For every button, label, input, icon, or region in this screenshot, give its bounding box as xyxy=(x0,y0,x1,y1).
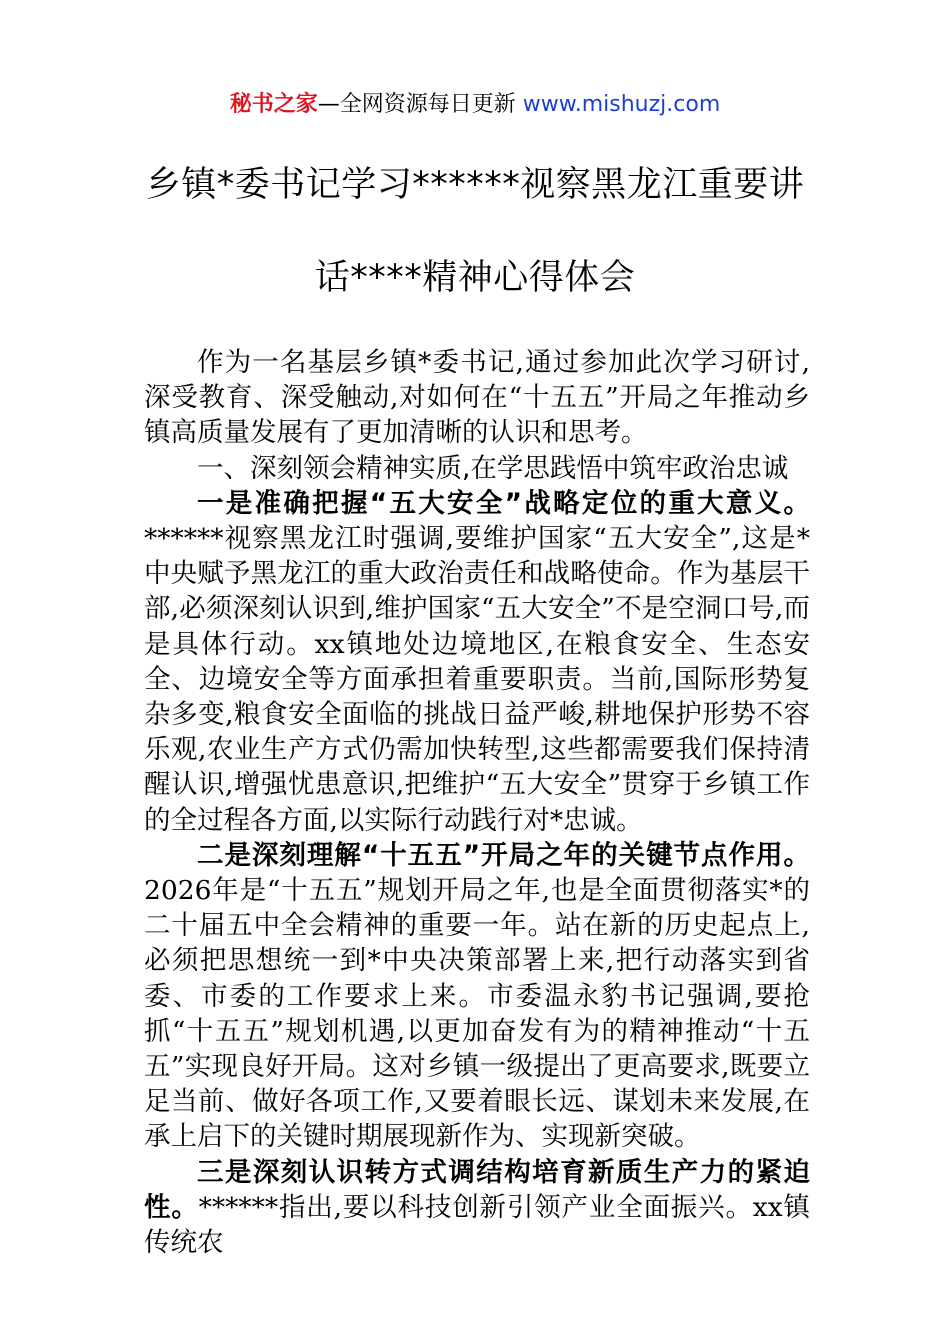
paragraph-1-text: ******视察黑龙江时强调,要维护国家“五大安全”,这是*中央赋予黑龙江的重大政治责任和战略使命。作为基层干部,必须深刻认识到,维护国家“五大安全”不是空洞口号,而是具体行动。xx镇地处边境地区,在粮食安全、生态安全、边境安全等方面承担着重要职责。当前,国际形势复杂多变,粮食安全面临的挑战日益严峻,耕地保护形势不容乐观,农业生产方式仍需加快转型,这些都需要我们保持清醒认识,增强忧患意识,把维护“五大安全”贯穿于乡镇工作的全过程各方面,以实际行动践行对*忠诚。 xyxy=(144,523,810,836)
paragraph-2-lead: 二是深刻理解“十五五”开局之年的关键节点作用。 xyxy=(197,839,810,871)
document-title-line-1: 乡镇*委书记学习******视察黑龙江重要讲 xyxy=(145,165,805,205)
paragraph-3-text: ******指出,要以科技创新引领产业全面振兴。xx镇传统农 xyxy=(144,1191,810,1259)
paragraph-2 xyxy=(144,838,810,1155)
paragraph-3-lead: 三是深刻认识转方式调结构培育新质生产力的紧迫性。 xyxy=(144,1156,810,1223)
intro-paragraph: 作为一名基层乡镇*委书记,通过参加此次学习研讨,深受教育、深受触动,对如何在“十五五”开局之年推动乡镇高质量发展有了更加清晰的认识和思考。 xyxy=(144,347,810,449)
paragraph-3 xyxy=(144,1155,810,1261)
document-title-line-2: 话****精神心得体会 xyxy=(314,258,636,298)
header-tagline: —全网资源每日更新 xyxy=(317,92,523,117)
section-heading: 一、深刻领会精神实质,在学思践悟中筑牢政治忠诚 xyxy=(197,452,789,484)
paragraph-1 xyxy=(144,486,810,838)
site-header xyxy=(0,88,950,122)
paragraph-2-text: 2026年是“十五五”规划开局之年,也是全面贯彻落实*的二十届五中全会精神的重要一年。站在新的历史起点上,必须把思想统一到*中央决策部署上来,把行动落实到省委、市委的工作要求上来。市委温永豹书记强调,要抢抓“十五五”规划机遇,以更加奋发有为的精神推动“十五五”实现良好开局。这对乡镇一级提出了更高要求,既要立足当前、做好各项工作,又要着眼长远、谋划未来发展,在承上启下的关键时期展现新作为、实现新突破。 xyxy=(144,875,810,1153)
paragraph-1-lead: 一是准确把握“五大安全”战略定位的重大意义。 xyxy=(197,487,810,519)
document-body xyxy=(144,345,810,1260)
site-url-link[interactable]: www.mishuzj.com xyxy=(522,92,721,117)
brand-name: 秘书之家 xyxy=(229,92,318,117)
